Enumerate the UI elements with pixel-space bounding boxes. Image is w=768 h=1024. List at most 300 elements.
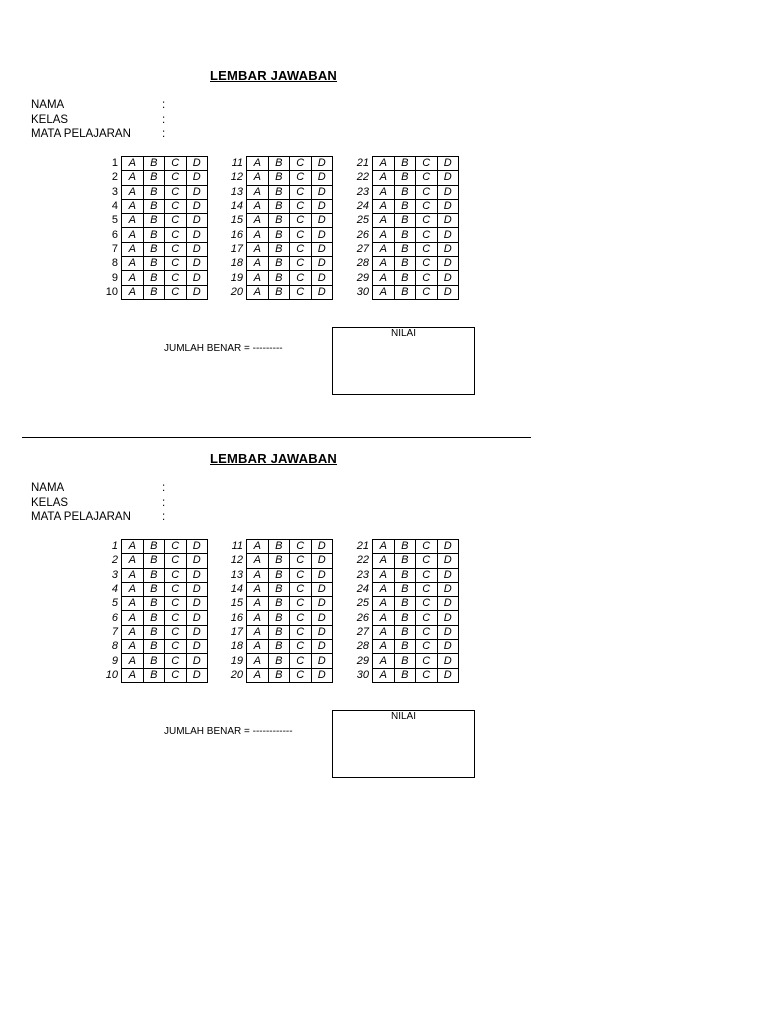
answer-row — [92, 554, 208, 568]
option-b: B — [268, 185, 290, 199]
question-number: 17 — [230, 625, 243, 638]
option-c: C — [290, 540, 312, 554]
option-a: A — [247, 582, 269, 596]
answer-row — [92, 228, 208, 242]
question-number: 19 — [230, 271, 243, 284]
option-d: D — [311, 668, 333, 682]
answer-row — [92, 568, 208, 582]
answer-row — [343, 554, 459, 568]
answer-row — [217, 271, 333, 285]
option-c: C — [290, 554, 312, 568]
option-c: C — [416, 257, 438, 271]
option-a: A — [373, 540, 395, 554]
option-d: D — [437, 199, 459, 213]
answer-row — [217, 171, 333, 185]
option-a: A — [247, 568, 269, 582]
answer-row — [343, 568, 459, 582]
option-a: A — [247, 242, 269, 256]
question-number: 21 — [356, 540, 369, 553]
option-d: D — [186, 554, 208, 568]
question-number: 6 — [111, 228, 118, 241]
answer-row — [343, 668, 459, 682]
answer-row — [217, 540, 333, 554]
option-c: C — [165, 654, 187, 668]
option-c: C — [416, 597, 438, 611]
option-a: A — [373, 640, 395, 654]
option-c: C — [165, 185, 187, 199]
question-number: 14 — [230, 200, 243, 213]
option-b: B — [143, 640, 165, 654]
option-d: D — [437, 157, 459, 171]
answer-row — [92, 157, 208, 171]
field-colon: : — [162, 128, 166, 140]
option-d: D — [186, 185, 208, 199]
field-colon: : — [162, 114, 166, 126]
answer-column-3 — [343, 539, 459, 683]
answer-row — [343, 228, 459, 242]
answer-row — [217, 654, 333, 668]
answer-row — [92, 214, 208, 228]
option-c: C — [416, 214, 438, 228]
option-b: B — [268, 582, 290, 596]
option-a: A — [373, 554, 395, 568]
question-number: 25 — [356, 597, 369, 610]
option-d: D — [437, 654, 459, 668]
option-d: D — [437, 214, 459, 228]
option-c: C — [290, 625, 312, 639]
option-a: A — [122, 668, 144, 682]
question-number: 24 — [356, 200, 369, 213]
question-number: 10 — [105, 285, 118, 298]
answer-row — [217, 257, 333, 271]
option-c: C — [290, 199, 312, 213]
question-number: 3 — [111, 185, 118, 198]
option-b: B — [268, 199, 290, 213]
option-c: C — [290, 568, 312, 582]
question-number: 29 — [356, 654, 369, 667]
option-a: A — [373, 214, 395, 228]
question-number: 26 — [356, 611, 369, 624]
option-c: C — [290, 285, 312, 299]
option-a: A — [122, 242, 144, 256]
option-d: D — [311, 285, 333, 299]
option-c: C — [416, 625, 438, 639]
answer-row — [217, 582, 333, 596]
question-number: 7 — [111, 242, 118, 255]
option-d: D — [186, 640, 208, 654]
question-number: 4 — [111, 583, 118, 596]
field-label-nama: NAMA — [31, 482, 65, 494]
option-c: C — [290, 611, 312, 625]
option-a: A — [122, 214, 144, 228]
field-colon: : — [162, 511, 166, 523]
option-a: A — [247, 257, 269, 271]
option-c: C — [416, 582, 438, 596]
option-b: B — [268, 257, 290, 271]
answer-row — [217, 185, 333, 199]
option-a: A — [247, 271, 269, 285]
option-d: D — [437, 540, 459, 554]
option-a: A — [373, 171, 395, 185]
answer-column-2 — [217, 539, 333, 683]
option-b: B — [143, 214, 165, 228]
option-c: C — [290, 668, 312, 682]
option-a: A — [122, 625, 144, 639]
option-d: D — [437, 242, 459, 256]
option-a: A — [373, 199, 395, 213]
option-d: D — [311, 540, 333, 554]
option-b: B — [268, 157, 290, 171]
option-c: C — [290, 271, 312, 285]
option-c: C — [165, 285, 187, 299]
option-b: B — [143, 242, 165, 256]
option-c: C — [416, 157, 438, 171]
option-d: D — [437, 228, 459, 242]
option-a: A — [373, 285, 395, 299]
option-a: A — [373, 611, 395, 625]
option-c: C — [416, 242, 438, 256]
answer-row — [343, 597, 459, 611]
question-number: 23 — [356, 568, 369, 581]
answer-sheet-1 — [0, 0, 768, 380]
question-number: 8 — [111, 257, 118, 270]
option-d: D — [311, 654, 333, 668]
answer-row — [92, 668, 208, 682]
question-number: 25 — [356, 214, 369, 227]
option-d: D — [186, 157, 208, 171]
question-number: 12 — [230, 171, 243, 184]
answer-row — [217, 597, 333, 611]
answer-row — [343, 171, 459, 185]
question-number: 13 — [230, 185, 243, 198]
option-d: D — [186, 171, 208, 185]
option-b: B — [143, 171, 165, 185]
answer-row — [343, 285, 459, 299]
answer-row — [217, 640, 333, 654]
option-a: A — [122, 554, 144, 568]
option-c: C — [165, 640, 187, 654]
option-b: B — [394, 285, 416, 299]
option-b: B — [268, 625, 290, 639]
option-a: A — [373, 228, 395, 242]
nilai-label: NILAI — [390, 711, 416, 722]
option-a: A — [247, 540, 269, 554]
option-a: A — [247, 640, 269, 654]
answer-row — [217, 668, 333, 682]
option-a: A — [247, 228, 269, 242]
jumlah-benar-label: JUMLAH BENAR = --------- — [164, 343, 283, 354]
option-a: A — [247, 668, 269, 682]
option-b: B — [268, 285, 290, 299]
answer-row — [217, 554, 333, 568]
nilai-label: NILAI — [390, 328, 416, 339]
option-d: D — [186, 285, 208, 299]
option-a: A — [122, 640, 144, 654]
option-d: D — [311, 214, 333, 228]
question-number: 30 — [356, 285, 369, 298]
option-b: B — [143, 554, 165, 568]
answer-row — [92, 199, 208, 213]
question-number: 1 — [111, 157, 118, 170]
option-a: A — [247, 285, 269, 299]
answer-row — [343, 582, 459, 596]
question-number: 22 — [356, 171, 369, 184]
option-d: D — [186, 214, 208, 228]
option-d: D — [311, 568, 333, 582]
option-d: D — [311, 228, 333, 242]
sheet-title: LEMBAR JAWABAN — [210, 451, 338, 466]
question-number: 21 — [356, 157, 369, 170]
answer-row — [92, 285, 208, 299]
option-b: B — [394, 271, 416, 285]
option-c: C — [165, 228, 187, 242]
option-b: B — [394, 554, 416, 568]
option-a: A — [122, 185, 144, 199]
question-number: 1 — [111, 540, 118, 553]
option-b: B — [143, 185, 165, 199]
option-c: C — [290, 157, 312, 171]
answer-row — [343, 271, 459, 285]
option-d: D — [437, 257, 459, 271]
answer-row — [92, 654, 208, 668]
option-c: C — [416, 611, 438, 625]
jumlah-benar-label: JUMLAH BENAR = ------------ — [164, 726, 293, 737]
answer-row — [217, 199, 333, 213]
option-c: C — [165, 597, 187, 611]
answer-row — [343, 257, 459, 271]
option-b: B — [268, 171, 290, 185]
option-d: D — [311, 257, 333, 271]
question-number: 16 — [230, 611, 243, 624]
answer-row — [217, 242, 333, 256]
option-b: B — [394, 214, 416, 228]
option-c: C — [416, 199, 438, 213]
option-a: A — [247, 554, 269, 568]
option-b: B — [268, 611, 290, 625]
answer-row — [343, 185, 459, 199]
answer-row — [343, 611, 459, 625]
option-d: D — [437, 271, 459, 285]
question-number: 6 — [111, 611, 118, 624]
answer-sheet-2 — [0, 383, 768, 763]
option-b: B — [394, 568, 416, 582]
option-b: B — [268, 554, 290, 568]
answer-row — [343, 640, 459, 654]
answer-row — [92, 640, 208, 654]
option-a: A — [122, 199, 144, 213]
answer-row — [92, 582, 208, 596]
answer-row — [217, 568, 333, 582]
answer-row — [92, 597, 208, 611]
question-number: 29 — [356, 271, 369, 284]
option-b: B — [268, 640, 290, 654]
option-a: A — [122, 271, 144, 285]
option-c: C — [165, 568, 187, 582]
question-number: 2 — [111, 171, 118, 184]
answer-column-2 — [217, 156, 333, 300]
question-number: 30 — [356, 668, 369, 681]
question-number: 7 — [111, 625, 118, 638]
option-c: C — [416, 640, 438, 654]
option-d: D — [186, 625, 208, 639]
option-a: A — [122, 582, 144, 596]
option-a: A — [122, 597, 144, 611]
question-number: 9 — [111, 271, 118, 284]
question-number: 26 — [356, 228, 369, 241]
option-c: C — [416, 285, 438, 299]
question-number: 18 — [230, 257, 243, 270]
option-d: D — [437, 640, 459, 654]
option-a: A — [373, 668, 395, 682]
answer-row — [92, 625, 208, 639]
option-c: C — [290, 171, 312, 185]
option-d: D — [311, 185, 333, 199]
option-a: A — [122, 285, 144, 299]
option-c: C — [416, 185, 438, 199]
option-b: B — [143, 668, 165, 682]
option-a: A — [247, 214, 269, 228]
question-number: 20 — [230, 668, 243, 681]
option-c: C — [290, 185, 312, 199]
option-d: D — [186, 611, 208, 625]
option-c: C — [165, 625, 187, 639]
option-b: B — [268, 271, 290, 285]
option-a: A — [373, 568, 395, 582]
option-a: A — [122, 611, 144, 625]
option-c: C — [416, 554, 438, 568]
question-number: 11 — [231, 540, 243, 553]
question-number: 27 — [356, 625, 369, 638]
option-d: D — [437, 285, 459, 299]
option-c: C — [290, 654, 312, 668]
option-a: A — [373, 157, 395, 171]
option-b: B — [143, 285, 165, 299]
option-c: C — [290, 228, 312, 242]
option-b: B — [394, 668, 416, 682]
question-number: 23 — [356, 185, 369, 198]
answer-row — [343, 625, 459, 639]
answer-row — [343, 157, 459, 171]
option-a: A — [122, 228, 144, 242]
field-label-kelas: KELAS — [31, 497, 69, 509]
question-number: 13 — [230, 568, 243, 581]
option-d: D — [186, 568, 208, 582]
option-a: A — [373, 582, 395, 596]
question-number: 4 — [111, 200, 118, 213]
option-b: B — [143, 257, 165, 271]
option-c: C — [290, 214, 312, 228]
option-d: D — [311, 582, 333, 596]
option-c: C — [290, 257, 312, 271]
option-b: B — [394, 611, 416, 625]
question-number: 27 — [356, 242, 369, 255]
option-b: B — [394, 582, 416, 596]
option-a: A — [373, 242, 395, 256]
question-number: 2 — [111, 554, 118, 567]
option-a: A — [247, 171, 269, 185]
option-b: B — [143, 228, 165, 242]
option-c: C — [165, 540, 187, 554]
field-colon: : — [162, 497, 166, 509]
option-a: A — [122, 540, 144, 554]
question-number: 17 — [230, 242, 243, 255]
question-number: 22 — [356, 554, 369, 567]
question-number: 9 — [111, 654, 118, 667]
question-number: 15 — [230, 214, 243, 227]
option-a: A — [373, 654, 395, 668]
option-d: D — [311, 199, 333, 213]
option-a: A — [122, 157, 144, 171]
option-b: B — [268, 214, 290, 228]
option-b: B — [394, 199, 416, 213]
option-d: D — [437, 568, 459, 582]
option-d: D — [186, 242, 208, 256]
option-c: C — [165, 199, 187, 213]
option-d: D — [437, 597, 459, 611]
field-label-nama: NAMA — [31, 99, 65, 111]
answer-row — [92, 171, 208, 185]
option-d: D — [311, 171, 333, 185]
answer-row — [217, 611, 333, 625]
question-number: 10 — [105, 668, 118, 681]
nilai-box — [332, 710, 475, 778]
question-number: 14 — [230, 583, 243, 596]
option-c: C — [416, 568, 438, 582]
option-d: D — [186, 654, 208, 668]
option-c: C — [290, 582, 312, 596]
option-d: D — [311, 554, 333, 568]
option-b: B — [143, 568, 165, 582]
question-number: 24 — [356, 583, 369, 596]
option-b: B — [268, 654, 290, 668]
option-a: A — [247, 157, 269, 171]
option-c: C — [165, 214, 187, 228]
answer-row — [343, 540, 459, 554]
option-b: B — [143, 199, 165, 213]
option-d: D — [311, 597, 333, 611]
option-d: D — [311, 242, 333, 256]
question-number: 5 — [111, 214, 118, 227]
option-a: A — [373, 597, 395, 611]
answer-row — [343, 242, 459, 256]
option-a: A — [373, 271, 395, 285]
option-b: B — [143, 271, 165, 285]
question-number: 19 — [230, 654, 243, 667]
question-number: 16 — [230, 228, 243, 241]
option-b: B — [394, 171, 416, 185]
field-label-mata-pelajaran: MATA PELAJARAN — [31, 511, 131, 523]
option-b: B — [143, 157, 165, 171]
option-a: A — [373, 257, 395, 271]
sheet-title: LEMBAR JAWABAN — [210, 68, 338, 83]
option-d: D — [186, 257, 208, 271]
option-d: D — [186, 228, 208, 242]
answer-row — [343, 199, 459, 213]
option-a: A — [247, 654, 269, 668]
option-b: B — [394, 540, 416, 554]
option-c: C — [165, 271, 187, 285]
answer-row — [92, 611, 208, 625]
option-b: B — [143, 654, 165, 668]
option-a: A — [247, 597, 269, 611]
answer-row — [343, 214, 459, 228]
option-b: B — [268, 568, 290, 582]
option-d: D — [186, 582, 208, 596]
question-number: 28 — [356, 640, 369, 653]
option-d: D — [311, 271, 333, 285]
field-label-mata-pelajaran: MATA PELAJARAN — [31, 128, 131, 140]
option-b: B — [394, 625, 416, 639]
